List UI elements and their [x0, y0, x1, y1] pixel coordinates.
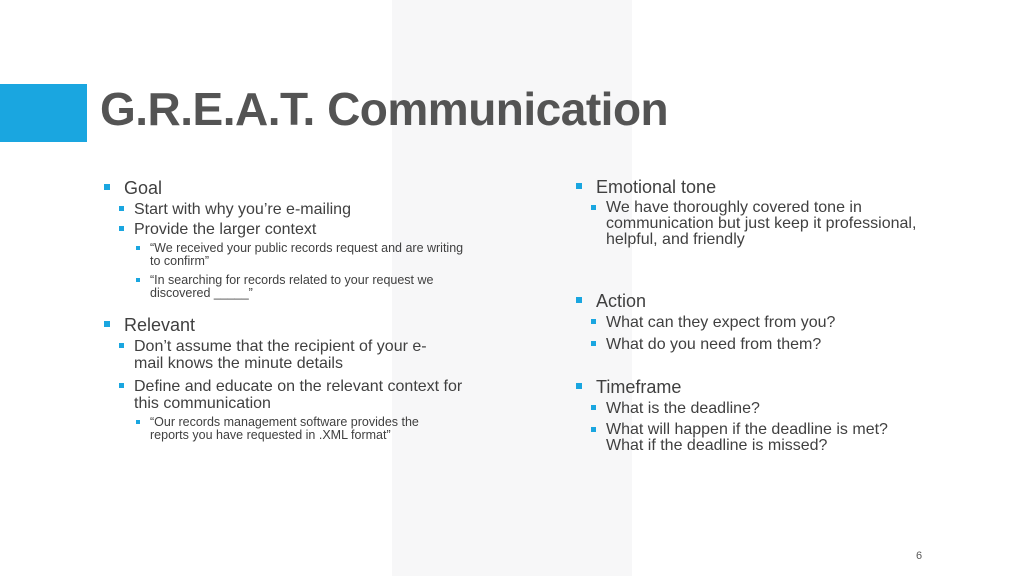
square-bullet-icon [576, 297, 582, 303]
square-bullet-icon [119, 383, 124, 388]
list-item [575, 400, 955, 417]
square-bullet-icon [591, 405, 596, 410]
list-subitem [103, 274, 473, 300]
list-item [575, 336, 955, 353]
section-heading: Goal [124, 178, 163, 198]
list-item-text: Don’t assume that the recipient of your e-mail knows the minute details [134, 338, 427, 372]
square-bullet-icon [591, 341, 596, 346]
left-column [103, 178, 473, 442]
section-relevant [103, 315, 473, 442]
list-item-text: What do you need from them? [606, 336, 822, 353]
section-timeframe [575, 377, 955, 454]
title-accent-bar [0, 84, 87, 142]
list-item-text: Provide the larger context [134, 221, 317, 238]
square-bullet-icon [104, 184, 110, 190]
list-subitem-text: “Our records management software provides the reports you have requested in .XML format” [150, 415, 419, 442]
bullet-timeframe [575, 377, 955, 397]
square-bullet-icon [119, 206, 124, 211]
section-heading: Action [596, 291, 647, 311]
list-item-text: What will happen if the deadline is met? What if the deadline is missed? [606, 421, 888, 454]
list-item-text: Define and educate on the relevant context for this communication [134, 378, 463, 412]
list-item-text: What can they expect from you? [606, 314, 836, 331]
list-item [103, 378, 469, 412]
bullet-action [575, 291, 955, 311]
square-bullet-icon [136, 420, 140, 424]
section-heading: Emotional tone [596, 177, 717, 197]
square-bullet-icon [136, 246, 140, 250]
right-column [575, 177, 955, 454]
page-number: 6 [916, 550, 923, 562]
section-action [575, 291, 955, 353]
square-bullet-icon [119, 226, 124, 231]
section-heading: Relevant [124, 315, 196, 335]
list-item-text: What is the deadline? [606, 400, 760, 417]
list-item [575, 314, 955, 331]
square-bullet-icon [576, 183, 582, 189]
list-subitem [103, 416, 450, 442]
bullet-relevant [103, 315, 473, 335]
slide-title: G.R.E.A.T. Communication [100, 83, 669, 135]
section-heading: Timeframe [596, 377, 682, 397]
list-item-text: We have thoroughly covered tone in communication but just keep it professional, helpful, and friendly [606, 199, 917, 248]
list-item [575, 200, 946, 248]
square-bullet-icon [136, 278, 140, 282]
list-item-text: Start with why you’re e-mailing [134, 201, 351, 218]
square-bullet-icon [119, 343, 124, 348]
square-bullet-icon [591, 319, 596, 324]
list-item [103, 338, 434, 372]
square-bullet-icon [591, 205, 596, 210]
section-goal [103, 178, 473, 300]
list-subitem-text: “In searching for records related to your request we discovered _____” [150, 273, 434, 300]
square-bullet-icon [104, 321, 110, 327]
list-item [103, 221, 473, 238]
list-item [103, 201, 473, 218]
section-emotional-tone [575, 177, 955, 248]
bullet-goal [103, 178, 473, 198]
square-bullet-icon [576, 383, 582, 389]
bullet-emotional-tone [575, 177, 955, 197]
square-bullet-icon [591, 427, 596, 432]
list-item [575, 422, 926, 454]
list-subitem-text: “We received your public records request and are writing to confirm” [150, 241, 464, 268]
list-subitem [103, 242, 473, 268]
